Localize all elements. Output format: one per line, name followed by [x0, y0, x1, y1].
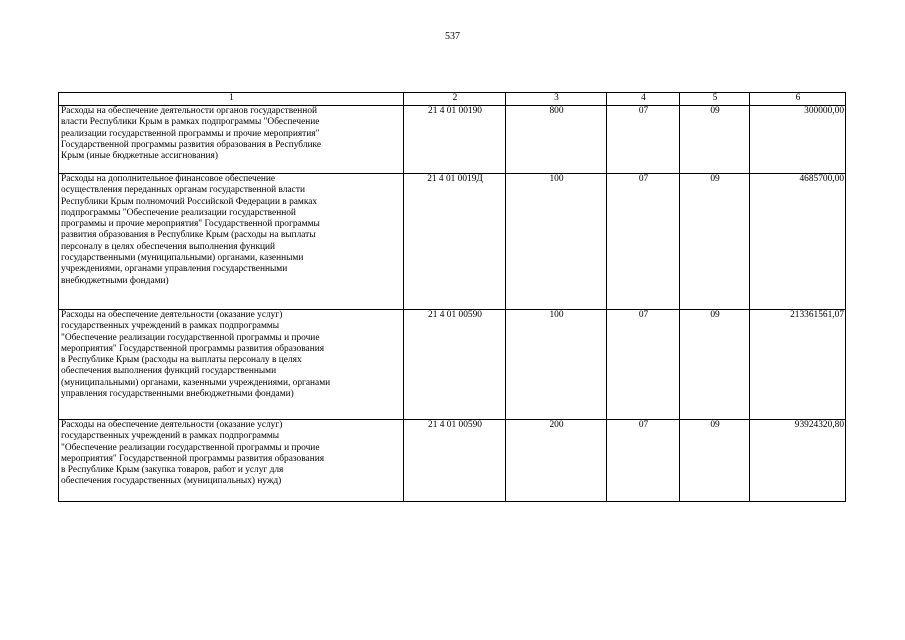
row-section: 07 [607, 106, 680, 174]
column-header-6: 6 [750, 93, 846, 106]
table-row [59, 174, 846, 310]
row-amount: 4685700,00 [750, 174, 846, 310]
table-row [59, 106, 846, 174]
row-description: Расходы на обеспечение деятельности (оказание услуг) государственных учреждений в рамках подпрограммы "Обеспечение реализации государственной программы и прочие мероприятия" Государственной программы развития образования в Республике Крым (расходы на выплаты персоналу в целях обеспечения выполнения функций государственными (муниципальными) органами, казенными учреждениями, органами управления государственными внебюджетными фондами) [59, 310, 404, 420]
row-expense-type: 100 [506, 310, 607, 420]
table-header-row [59, 93, 846, 106]
row-target-code: 21 4 01 00190 [404, 106, 506, 174]
row-description: Расходы на обеспечение деятельности органов государственной власти Республики Крым в рамках подпрограммы "Обеспечение реализации государственной программы и прочие мероприятия" Государственной программы развития образования в Республике Крым (иные бюджетные ассигнования) [59, 106, 404, 174]
row-subsection: 09 [680, 420, 750, 502]
row-expense-type: 200 [506, 420, 607, 502]
row-subsection: 09 [680, 310, 750, 420]
table-row [59, 420, 846, 502]
table-row [59, 310, 846, 420]
column-header-4: 4 [607, 93, 680, 106]
row-expense-type: 800 [506, 106, 607, 174]
row-expense-type: 100 [506, 174, 607, 310]
budget-table [58, 92, 846, 502]
column-header-5: 5 [680, 93, 750, 106]
row-target-code: 21 4 01 0019Д [404, 174, 506, 310]
row-description: Расходы на обеспечение деятельности (оказание услуг) государственных учреждений в рамках подпрограммы "Обеспечение реализации государственной программы и прочие мероприятия" Государственной программы развития образования в Республике Крым (закупка товаров, работ и услуг для обеспечения государственных (муниципальных) нужд) [59, 420, 404, 502]
row-description: Расходы на дополнительное финансовое обеспечение осуществления переданных органам государственной власти Республики Крым полномочий Российской Федерации в рамках подпрограммы "Обеспечение реализации государственной программы и прочие мероприятия" Государственной программы развития образования в Республике Крым (расходы на выплаты персоналу в целях обеспечения выполнения функций государственными (муниципальными) органами, казенными учреждениями, органами управления государственными внебюджетными фондами) [59, 174, 404, 310]
row-subsection: 09 [680, 174, 750, 310]
row-section: 07 [607, 420, 680, 502]
column-header-3: 3 [506, 93, 607, 106]
row-target-code: 21 4 01 00590 [404, 310, 506, 420]
row-subsection: 09 [680, 106, 750, 174]
row-amount: 213361561,07 [750, 310, 846, 420]
row-section: 07 [607, 174, 680, 310]
column-header-2: 2 [404, 93, 506, 106]
row-amount: 93924320,80 [750, 420, 846, 502]
row-amount: 300000,00 [750, 106, 846, 174]
page-number: 537 [445, 31, 460, 42]
row-target-code: 21 4 01 00590 [404, 420, 506, 502]
column-header-1: 1 [59, 93, 404, 106]
row-section: 07 [607, 310, 680, 420]
